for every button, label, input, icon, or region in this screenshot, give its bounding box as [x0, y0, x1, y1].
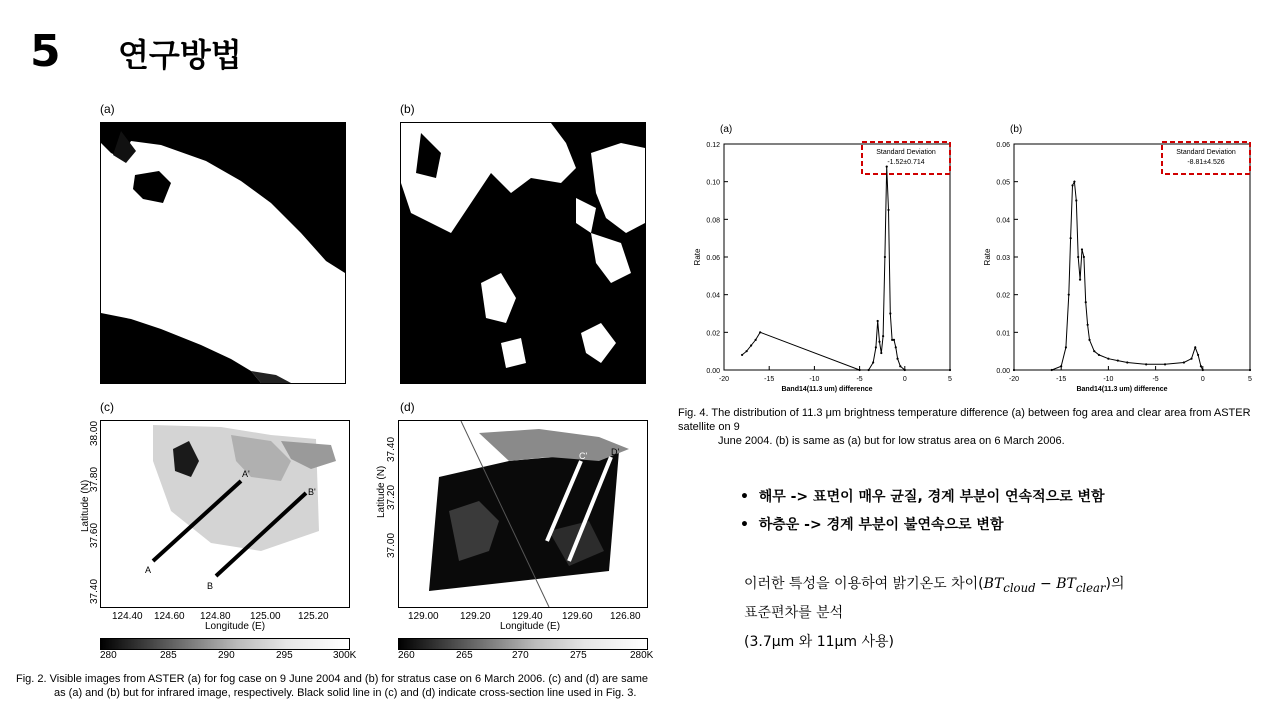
chart-1-data-point [1087, 324, 1089, 326]
chart-1-x-axis-label: Band14(11.3 um) difference [1076, 386, 1168, 393]
chart-0-panel-label: (a) [720, 124, 733, 135]
chart-1-y-tick-label: 0.06 [996, 142, 1010, 149]
chart-0-series-line [742, 167, 950, 370]
chart-1-data-point [1194, 346, 1196, 348]
chart-1-data-point [1083, 256, 1085, 258]
chart-0-x-tick-label: -5 [856, 376, 863, 383]
chart-1-data-point [1190, 358, 1192, 360]
chart-1-y-axis-label: Rate [983, 248, 992, 266]
chart-0-y-tick-label: 0.06 [706, 255, 720, 262]
chart-0-data-point [896, 358, 898, 360]
chart-1-x-tick-label: -5 [1152, 376, 1159, 383]
chart-1-data-point [1070, 237, 1072, 239]
chart-1-y-tick-label: 0.03 [996, 255, 1010, 262]
point-a-prime-label: A' [242, 469, 250, 479]
chart-1-annotation-title: Standard Deviation [1176, 149, 1236, 156]
fig2-c-xtick: 125.00 [250, 611, 281, 622]
chart-1-data-point [1093, 350, 1095, 352]
bt-clear-main: BT [1056, 576, 1076, 592]
chart-1-data-point [1126, 361, 1128, 363]
fig4-caption-line1: Fig. 4. The distribution of 11.3 μm brightness temperature difference (a) between fog area and clear area from ASTER satellite on 9 [678, 407, 1251, 433]
fig2-c-ylabel: Latitude (N) [80, 479, 91, 532]
chart-1-data-point [1088, 339, 1090, 341]
chart-1-data-point [1060, 365, 1062, 367]
fig2-caption-line2: as (a) and (b) but for infrared image, respectively. Black solid line in (c) and (d) indicate cross-section line used in Fig. 3. [54, 687, 637, 699]
fog-infrared-image [101, 421, 349, 607]
fig2-c-xlabel: Longitude (E) [205, 621, 266, 632]
chart-0-data-point [887, 209, 889, 211]
chart-1-data-point [1085, 301, 1087, 303]
bt-cloud-term [983, 576, 1036, 595]
chart-0-data-point [882, 335, 884, 337]
bt-cloud-sub: cloud [1003, 580, 1036, 595]
chart-0-data-point [889, 312, 891, 314]
chart-1-data-point [1145, 363, 1147, 365]
chart-0-annotation-box [862, 142, 950, 174]
chart-0-data-point [895, 346, 897, 348]
point-c-prime-label: C' [579, 451, 588, 461]
method-description-line2: 표준편차를 분석 [744, 605, 844, 621]
chart-0-data-point [904, 369, 906, 371]
method-description-line3: (3.7μm 와 11μm 사용) [744, 634, 895, 650]
chart-1-data-point [1197, 354, 1199, 356]
chart-1-y-tick-label: 0.02 [996, 292, 1010, 300]
fig2-d-colorbar-tick: 270 [512, 650, 529, 661]
chart-0-x-tick-label: 5 [948, 376, 952, 383]
fig2-d-colorbar-tick: 260 [398, 650, 415, 661]
fig2-c-colorbar [100, 638, 350, 650]
fig2-c-colorbar-tick: 300K [333, 650, 357, 661]
chart-0-y-tick-label: 0.00 [706, 368, 720, 375]
method-description-line1 [744, 573, 1125, 595]
fig2-c-xtick: 124.40 [112, 611, 143, 622]
chart-0-x-axis-label: Band14(11.3 um) difference [781, 386, 873, 393]
chart-1-data-point [1071, 184, 1073, 186]
chart-1-plot-frame [1014, 144, 1250, 370]
list-item: • 하층운 -> 경계 부분이 불연속으로 변함 [740, 517, 1004, 533]
method-text-suffix: )의 [1105, 576, 1125, 592]
fig2-c-colorbar-tick: 290 [218, 650, 235, 661]
chart-1-data-point [1249, 369, 1251, 371]
fig4-chart-b [980, 118, 1260, 404]
chart-1-data-point [1202, 369, 1204, 371]
chart-1-data-point [1075, 199, 1077, 201]
bt-cloud-main: BT [983, 576, 1004, 592]
fig4-chart-a [690, 118, 960, 404]
chart-1-y-tick-label: 0.00 [996, 368, 1010, 375]
bullet-fog: 해무 -> 표면이 매우 균질, 경계 부분이 연속적으로 변함 [758, 489, 1105, 505]
fig2-panel-a-label: (a) [100, 102, 115, 116]
slide-title: 연구방법 [118, 36, 242, 74]
chart-0-y-tick-label: 0.12 [706, 142, 720, 149]
chart-0-data-point [746, 350, 748, 352]
fig2-c-colorbar-tick: 295 [276, 650, 293, 661]
chart-0-data-point [859, 369, 861, 371]
fig2-c-xtick: 124.60 [154, 611, 185, 622]
chart-1-data-point [1107, 358, 1109, 360]
chart-1-data-point [1081, 248, 1083, 250]
fig2-panel-a-image [100, 122, 346, 384]
minus-sign: − [1035, 576, 1057, 592]
slide-number: 5 [30, 26, 61, 77]
fog-visible-image [101, 123, 345, 383]
bullet-stratus: 하층운 -> 경계 부분이 불연속으로 변함 [758, 517, 1004, 533]
chart-0-y-tick-label: 0.02 [706, 330, 720, 338]
chart-1-x-tick-label: -20 [1008, 376, 1020, 383]
chart-1-x-tick-label: 0 [1200, 376, 1205, 383]
chart-0-data-point [878, 341, 880, 343]
fig2-panel-b-label: (b) [400, 102, 415, 116]
chart-0-data-point [741, 354, 743, 356]
fig2-d-xtick: 129.20 [460, 611, 491, 622]
chart-1-x-tick-label: -10 [1103, 376, 1114, 383]
fig2-panel-d-image [398, 420, 648, 608]
chart-1-data-point [1117, 359, 1119, 361]
chart-0-data-point [868, 369, 870, 371]
stratus-visible-image [401, 123, 645, 383]
point-a-label: A [145, 565, 152, 575]
chart-1-data-point [1077, 256, 1079, 258]
fig2-c-ytick: 38.00 [89, 420, 100, 446]
chart-1-data-point [1065, 346, 1067, 348]
bt-clear-term [1056, 576, 1106, 595]
fig2-d-ytick: 37.20 [386, 484, 397, 510]
chart-1-data-point [1073, 181, 1075, 183]
fig2-c-colorbar-tick: 280 [100, 650, 117, 661]
fig2-c-ytick: 37.40 [89, 578, 100, 604]
chart-0-data-point [899, 365, 901, 367]
chart-1-y-tick-label: 0.01 [996, 330, 1010, 338]
chart-1-data-point [1200, 365, 1202, 367]
chart-0-x-tick-label: -15 [764, 376, 775, 383]
chart-1-data-point [1164, 363, 1166, 365]
chart-0-data-point [877, 320, 879, 322]
fig2-d-ytick: 37.40 [386, 436, 397, 462]
fig2-panel-c-image [100, 420, 350, 608]
fig2-d-ytick: 37.00 [386, 532, 397, 558]
chart-0-y-tick-label: 0.08 [706, 217, 720, 225]
chart-1-panel-label: (b) [1010, 124, 1023, 135]
fig2-d-colorbar [398, 638, 648, 650]
fig2-panel-c-label: (c) [100, 400, 114, 414]
point-b-prime-label: B' [308, 487, 316, 497]
list-item: • 해무 -> 표면이 매우 균질, 경계 부분이 연속적으로 변함 [740, 489, 1105, 505]
point-d-prime-label: D' [611, 447, 620, 457]
chart-0-data-point [893, 339, 895, 341]
fig2-c-ytick: 37.60 [89, 522, 100, 548]
chart-1-y-tick-label: 0.04 [996, 217, 1010, 225]
chart-0-data-point [759, 331, 761, 333]
fig2-d-xtick: 129.00 [408, 611, 439, 622]
chart-0-data-point [880, 352, 882, 354]
fig2-d-ylabel: Latitude (N) [376, 465, 387, 518]
fig2-caption-line1: Fig. 2. Visible images from ASTER (a) for fog case on 9 June 2004 and (b) for stratus case on 6 March 2006. (c) and (d) are same [16, 673, 648, 685]
fig2-d-xtick: 129.60 [562, 611, 593, 622]
chart-0-annotation-title: Standard Deviation [876, 149, 936, 156]
fig2-c-colorbar-tick: 285 [160, 650, 177, 661]
chart-1-x-tick-label: -15 [1056, 376, 1067, 383]
fig2-c-xtick: 125.20 [298, 611, 329, 622]
chart-1-data-point [1079, 279, 1081, 281]
fig2-c-xtick: 124.80 [200, 611, 231, 622]
chart-0-data-point [875, 346, 877, 348]
key-points-list [740, 486, 1105, 542]
fig2-d-colorbar-tick: 280K [630, 650, 654, 661]
chart-0-x-tick-label: -20 [718, 376, 730, 383]
fig4-caption [678, 406, 1268, 448]
chart-0-data-point [949, 369, 951, 371]
bt-clear-sub: clear [1075, 580, 1106, 595]
chart-1-y-tick-label: 0.05 [996, 179, 1010, 187]
chart-1-annotation-value: -8.81±4.526 [1187, 159, 1225, 166]
fig2-d-xlabel: Longitude (E) [500, 621, 561, 632]
chart-1-data-point [1051, 369, 1053, 371]
fig2-d-colorbar-tick: 275 [570, 650, 587, 661]
chart-0-x-tick-label: 0 [902, 376, 907, 383]
fig2-c-ytick: 37.80 [89, 466, 100, 492]
chart-0-y-tick-label: 0.04 [706, 292, 720, 300]
fig2-d-xtick: 126.80 [610, 611, 641, 622]
chart-1-x-tick-label: 5 [1248, 376, 1252, 383]
chart-0-data-point [884, 256, 886, 258]
chart-1-series-line [1014, 182, 1250, 370]
chart-1-data-point [1098, 354, 1100, 356]
method-text-prefix: 이러한 특성을 이용하여 밝기온도 차이( [744, 576, 984, 592]
fig2-caption [16, 672, 736, 700]
chart-0-data-point [872, 361, 874, 363]
chart-0-data-point [755, 339, 757, 341]
chart-1-data-point [1068, 294, 1070, 296]
fig2-d-colorbar-tick: 265 [456, 650, 473, 661]
point-b-label: B [207, 581, 214, 591]
chart-0-y-axis-label: Rate [693, 248, 702, 266]
fig2-panel-b-image [400, 122, 646, 384]
stratus-infrared-image [399, 421, 647, 607]
chart-1-data-point [1013, 369, 1015, 371]
chart-0-y-tick-label: 0.10 [706, 179, 720, 187]
fig2-d-xtick: 129.40 [512, 611, 543, 622]
chart-0-x-tick-label: -10 [809, 376, 820, 383]
fig2-panel-d-label: (d) [400, 400, 415, 414]
chart-1-data-point [1183, 361, 1185, 363]
fig4-caption-line2: June 2004. (b) is same as (a) but for low stratus area on 6 March 2006. [718, 435, 1065, 447]
chart-0-annotation-value: -1.52±0.714 [887, 159, 925, 166]
chart-0-data-point [750, 344, 752, 346]
chart-1-annotation-box [1162, 142, 1250, 174]
